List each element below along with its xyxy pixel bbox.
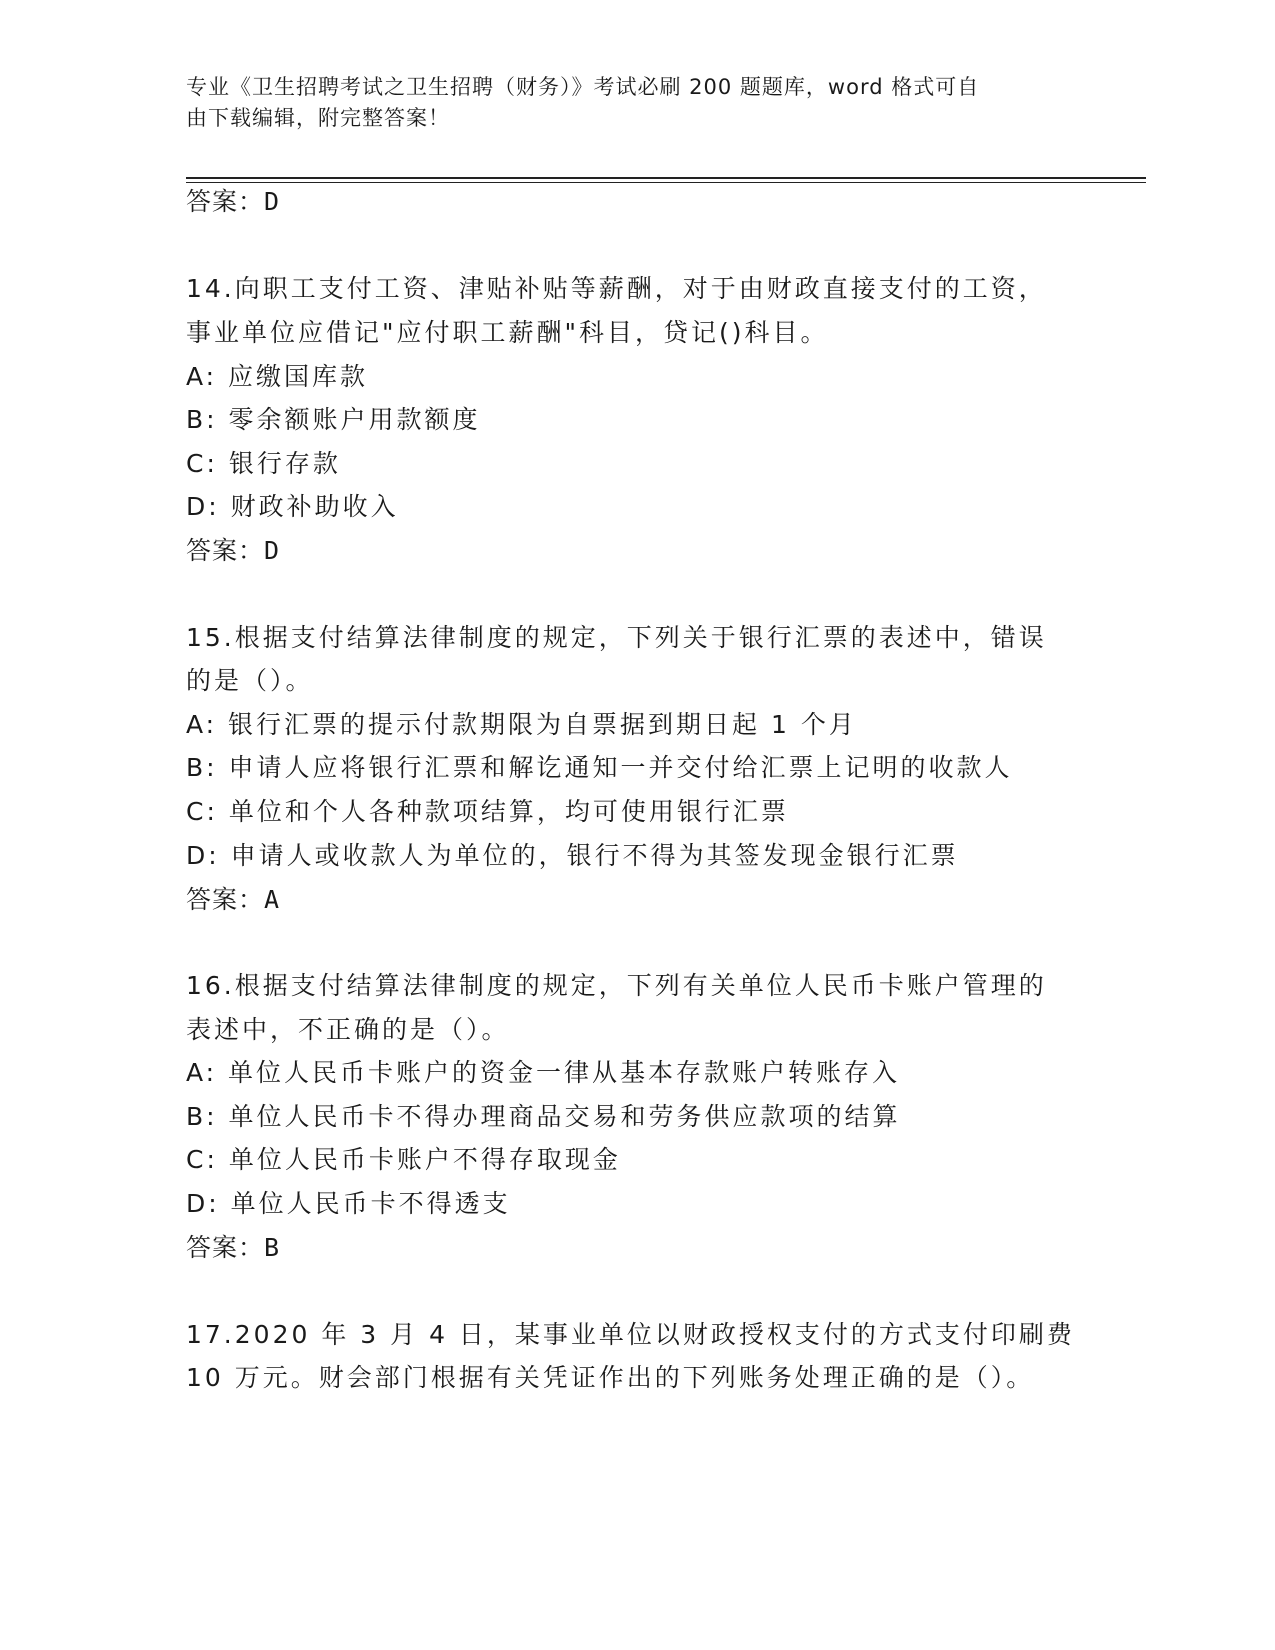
answer-value: D (264, 187, 281, 216)
question-14-option-a: A: 应缴国库款 (186, 362, 369, 391)
question-17-line-2: 10 万元。财会部门根据有关凭证作出的下列账务处理正确的是（）。 (186, 1363, 1035, 1392)
question-16-line-1: 16.根据支付结算法律制度的规定，下列有关单位人民币卡账户管理的 (186, 971, 1047, 1000)
header-line-2: 由下载编辑，附完整答案！ (186, 106, 450, 130)
answer-label: 答案： (186, 187, 265, 216)
question-15-option-b: B: 申请人应将银行汇票和解讫通知一并交付给汇票上记明的收款人 (186, 753, 1013, 782)
header-divider-thin (186, 182, 1146, 183)
header-line-1: 专业《卫生招聘考试之卫生招聘（财务）》考试必刷 200 题题库，word 格式可自 (186, 75, 980, 99)
question-14-line-2: 事业单位应借记"应付职工薪酬"科目，贷记()科目。 (186, 318, 829, 347)
question-15-line-1: 15.根据支付结算法律制度的规定，下列关于银行汇票的表述中，错误 (186, 623, 1047, 652)
answer-label: 答案： (186, 885, 265, 914)
question-16-option-b: B: 单位人民币卡不得办理商品交易和劳务供应款项的结算 (186, 1102, 901, 1131)
question-16-line-2: 表述中，不正确的是（）。 (186, 1015, 510, 1044)
question-15-line-2: 的是（）。 (186, 666, 314, 695)
answer-label: 答案： (186, 1233, 265, 1262)
question-14-option-b: B: 零余额账户用款额度 (186, 405, 481, 434)
question-16-option-c: C: 单位人民币卡账户不得存取现金 (186, 1145, 621, 1174)
header-divider-thick (186, 177, 1146, 179)
question-14-option-d: D: 财政补助收入 (186, 492, 399, 521)
answer-value: B (264, 1233, 281, 1262)
document-page (186, 0, 1146, 1650)
question-16-option-a: A: 单位人民币卡账户的资金一律从基本存款账户转账存入 (186, 1058, 901, 1087)
previous-answer (186, 186, 280, 218)
question-15-option-c: C: 单位和个人各种款项结算，均可使用银行汇票 (186, 797, 789, 826)
question-16-answer (186, 1232, 280, 1264)
question-14-option-c: C: 银行存款 (186, 449, 341, 478)
answer-value: D (264, 536, 281, 565)
question-15-option-a: A: 银行汇票的提示付款期限为自票据到期日起 1 个月 (186, 710, 857, 739)
question-16-option-d: D: 单位人民币卡不得透支 (186, 1189, 511, 1218)
question-17-line-1: 17.2020 年 3 月 4 日，某事业单位以财政授权支付的方式支付印刷费 (186, 1320, 1075, 1349)
answer-label: 答案： (186, 536, 265, 565)
answer-value: A (264, 885, 281, 914)
question-14-answer (186, 535, 280, 567)
question-15-option-d: D: 申请人或收款人为单位的，银行不得为其签发现金银行汇票 (186, 841, 959, 870)
question-14-line-1: 14.向职工支付工资、津贴补贴等薪酬，对于由财政直接支付的工资， (186, 274, 1047, 303)
document-header (186, 72, 1086, 134)
question-15-answer (186, 884, 280, 916)
